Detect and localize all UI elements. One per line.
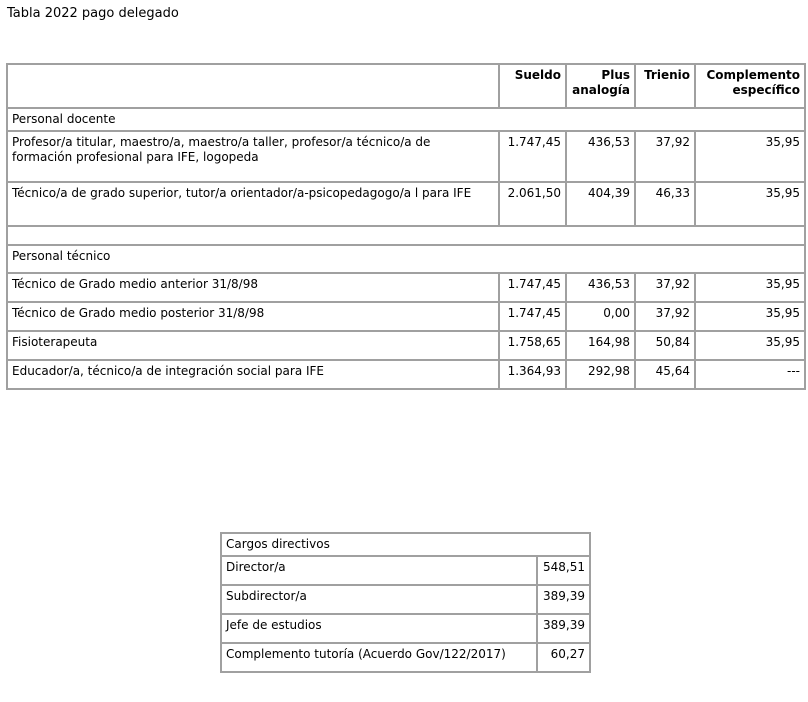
cell-cargo: Director/a xyxy=(221,556,537,585)
table-row xyxy=(7,360,805,389)
section-row xyxy=(7,245,805,273)
header-trienio: Trienio xyxy=(635,64,695,108)
cell-sueldo: 2.061,50 xyxy=(499,182,566,226)
cell-category: Educador/a, técnico/a de integración social para IFE xyxy=(7,360,499,389)
cell-plus: 292,98 xyxy=(566,360,635,389)
table-row xyxy=(221,585,590,614)
cell-sueldo: 1.747,45 xyxy=(499,302,566,331)
cell-complemento: 35,95 xyxy=(695,182,805,226)
cell-importe: 389,39 xyxy=(537,614,590,643)
table-row xyxy=(221,614,590,643)
header-complemento: Complemento específico xyxy=(695,64,805,108)
cell-plus: 436,53 xyxy=(566,273,635,302)
cell-category: Técnico de Grado medio anterior 31/8/98 xyxy=(7,273,499,302)
cell-complemento: 35,95 xyxy=(695,302,805,331)
cell-trienio: 37,92 xyxy=(635,131,695,182)
cell-complemento: 35,95 xyxy=(695,273,805,302)
cell-complemento: --- xyxy=(695,360,805,389)
cell-plus: 404,39 xyxy=(566,182,635,226)
cell-plus: 0,00 xyxy=(566,302,635,331)
header-sueldo: Sueldo xyxy=(499,64,566,108)
table-row xyxy=(7,302,805,331)
cell-category: Fisioterapeuta xyxy=(7,331,499,360)
cell-category: Técnico/a de grado superior, tutor/a orientador/a-psicopedagogo/a l para IFE xyxy=(7,182,499,226)
cell-importe: 60,27 xyxy=(537,643,590,672)
cell-sueldo: 1.364,93 xyxy=(499,360,566,389)
page-title: Tabla 2022 pago delegado xyxy=(7,6,179,21)
cargos-directivos-table xyxy=(220,532,591,673)
table-header-row xyxy=(7,64,805,108)
section-personal-tecnico: Personal técnico xyxy=(7,245,805,273)
header-empty xyxy=(7,64,499,108)
cell-trienio: 50,84 xyxy=(635,331,695,360)
cell-plus: 164,98 xyxy=(566,331,635,360)
blank-row xyxy=(7,226,805,245)
table-row xyxy=(7,331,805,360)
cell-trienio: 46,33 xyxy=(635,182,695,226)
cell-category: Profesor/a titular, maestro/a, maestro/a taller, profesor/a técnico/a de formación profesional para IFE, logopeda xyxy=(7,131,499,182)
table-row xyxy=(7,131,805,182)
header-plus-analogia: Plus analogía xyxy=(566,64,635,108)
table-row xyxy=(221,643,590,672)
cell-cargo: Subdirector/a xyxy=(221,585,537,614)
cell-sueldo: 1.747,45 xyxy=(499,131,566,182)
section-personal-docente: Personal docente xyxy=(7,108,805,131)
salary-table xyxy=(6,63,806,390)
cell-trienio: 37,92 xyxy=(635,302,695,331)
cell-trienio: 37,92 xyxy=(635,273,695,302)
table-header-row xyxy=(221,533,590,556)
cell-importe: 389,39 xyxy=(537,585,590,614)
cell-sueldo: 1.747,45 xyxy=(499,273,566,302)
cell-complemento: 35,95 xyxy=(695,131,805,182)
cell-cargo: Complemento tutoría (Acuerdo Gov/122/2017) xyxy=(221,643,537,672)
cell-sueldo: 1.758,65 xyxy=(499,331,566,360)
table-row xyxy=(7,182,805,226)
cell-plus: 436,53 xyxy=(566,131,635,182)
cell-trienio: 45,64 xyxy=(635,360,695,389)
section-row xyxy=(7,108,805,131)
table-row xyxy=(7,273,805,302)
cell-complemento: 35,95 xyxy=(695,331,805,360)
cell-cargo: Jefe de estudios xyxy=(221,614,537,643)
table-row xyxy=(221,556,590,585)
cell-importe: 548,51 xyxy=(537,556,590,585)
cell-category: Técnico de Grado medio posterior 31/8/98 xyxy=(7,302,499,331)
cargos-title: Cargos directivos xyxy=(221,533,590,556)
blank-cell xyxy=(7,226,805,245)
